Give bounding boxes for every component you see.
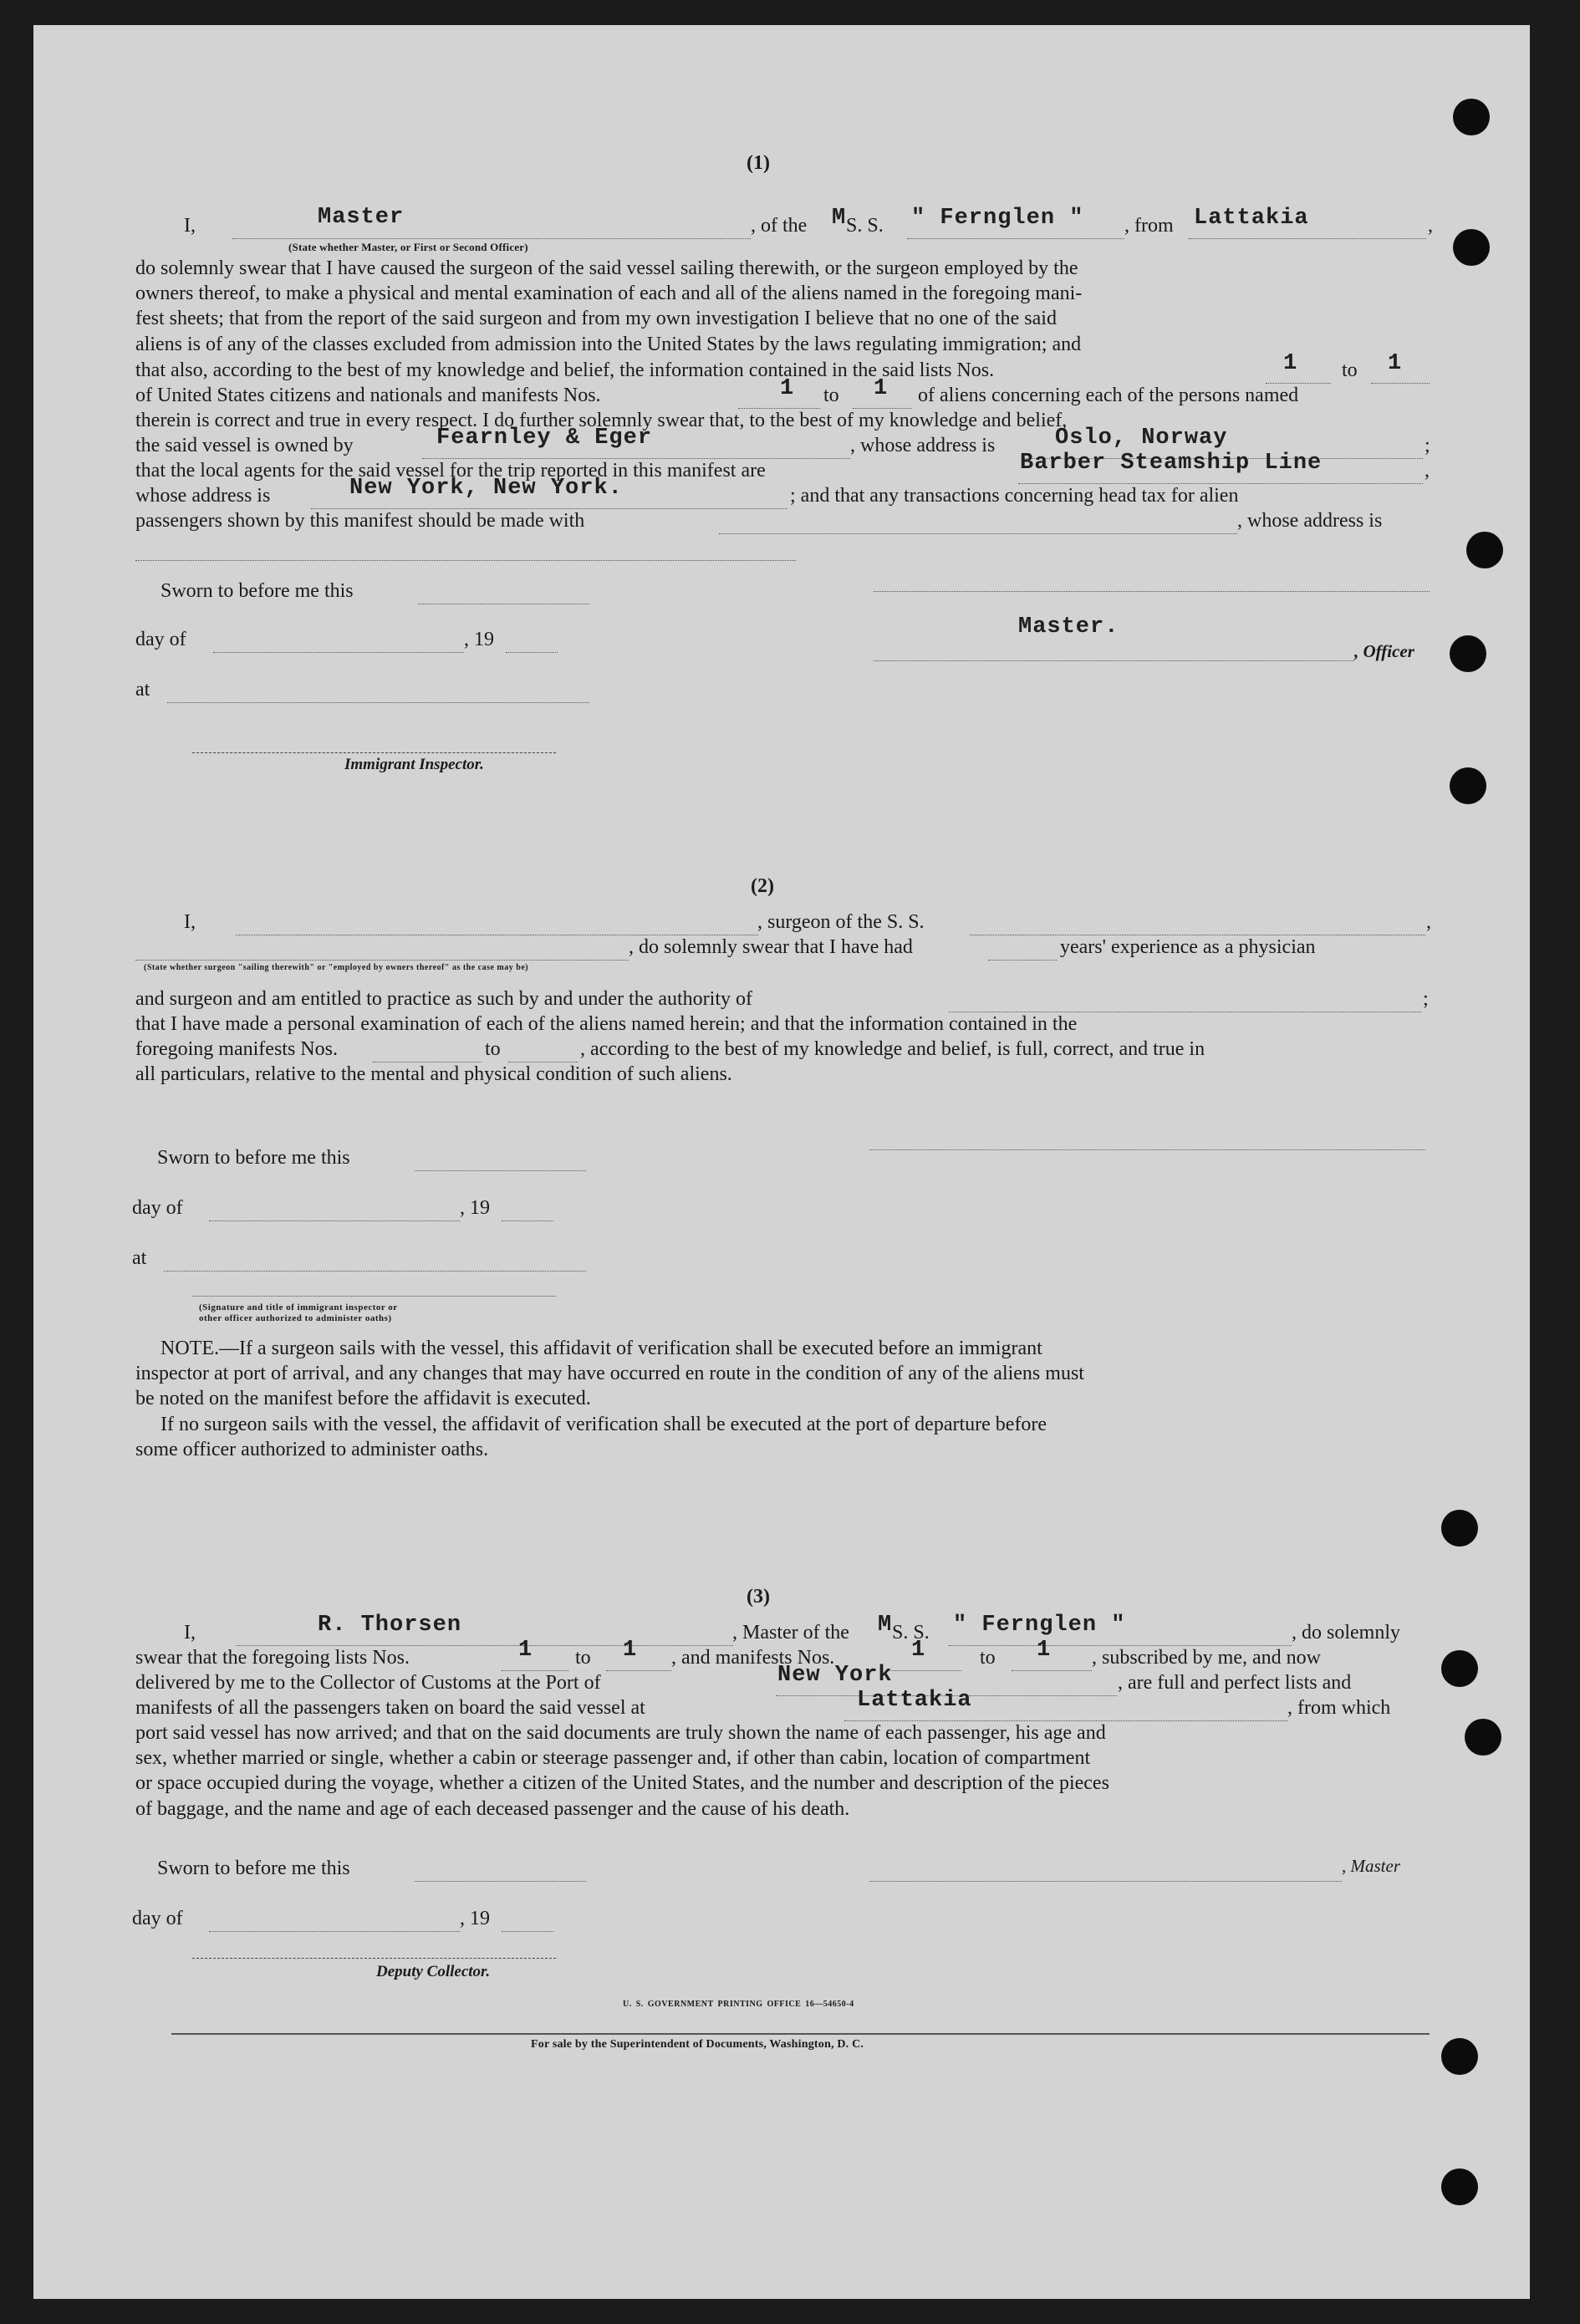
s1-agent-value: Barber Steamship Line [1020, 451, 1323, 476]
s1-list-to: 1 [1388, 351, 1403, 376]
s3-from-port-value: Lattakia [857, 1688, 972, 1713]
s1-list-from: 1 [1283, 351, 1298, 376]
section-2-number: (2) [751, 875, 774, 897]
s1-state-note: (State whether Master, or First or Second Officer) [288, 241, 528, 253]
s3-manifest-to: 1 [1037, 1638, 1052, 1663]
gpo-line: U. S. GOVERNMENT PRINTING OFFICE 16—54650-4 [623, 2000, 854, 2009]
s1-from: , from [1124, 215, 1174, 237]
s3-body: port said vessel has now arrived; and that on the said documents are truly shown the name of each passenger, his age and sex, whether married or single, whether a cabin or steerage passenger and, if other than cabin, location of compartment or space occupied during the voyage, whether a citizen of the United States, and the number and description of the pieces of baggage, and the name and age of each deceased passenger and the cause of his death. [135, 1722, 1109, 1820]
s1-owner-address-value: Oslo, Norway [1055, 426, 1228, 451]
s3-deputy-label: Deputy Collector. [376, 1963, 491, 1980]
binder-hole-icon [1441, 2169, 1478, 2205]
binder-hole-icon [1453, 99, 1490, 135]
s2-state-note: (State whether surgeon "sailing therewith" or "employed by owners thereof" as the case may be) [144, 963, 529, 972]
s3-list-from: 1 [518, 1638, 533, 1663]
binder-hole-icon [1441, 1510, 1478, 1547]
s1-port-value: Lattakia [1194, 206, 1309, 231]
s1-master-signature: Master. [1018, 614, 1119, 640]
section-3-number: (3) [747, 1586, 770, 1608]
s3-vessel-value: " Fernglen " [953, 1613, 1126, 1638]
s1-master-value: Master [318, 205, 405, 230]
s1-manifest-from: 1 [780, 376, 795, 401]
s1-of-the: , of the [751, 215, 808, 237]
s3-name-value: R. Thorsen [318, 1613, 462, 1638]
s1-ss: S. S. [846, 215, 884, 237]
s1-m: M [832, 206, 847, 231]
s3-manifest-from: 1 [911, 1638, 926, 1663]
binder-hole-icon [1466, 532, 1503, 568]
sale-line: For sale by the Superintendent of Documents, Washington, D. C. [531, 2038, 864, 2051]
s1-owner-value: Fearnley & Eger [436, 426, 653, 451]
binder-hole-icon [1450, 635, 1486, 672]
s3-port-value: New York [777, 1663, 893, 1688]
s2-note: NOTE.—If a surgeon sails with the vessel, this affidavit of verification shall be executed before an immigrant inspector at port of arrival, and any changes that may have occurred en route in the condition of any of the aliens must be noted on the manifest before the affidavit is executed. If no surgeon sails with the vessel, the affidavit of verification shall be executed at the port of departure before some officer authorized to administer oaths. [135, 1338, 1084, 1460]
s1-I: I, [184, 215, 196, 237]
s1-agent-address-value: New York, New York. [349, 476, 623, 501]
manifest-page: (1) I, Master (State whether Master, or First or Second Officer) , of the M S. S. " Fernglen " , from Lattakia , do solemnly swear that I have caused the surgeon of the said vessel sailing therewith, or the surgeon employed by the owners thereof, to make a physical and mental examination of each and all of the aliens named in the foregoing mani- fest sheets; that from the report of the said surgeon and from my own investigation I believe that no one of the said aliens is of any of the classes excluded from admission into the United States by the laws regulating immigration; and that also, according to the best of my knowledge and belief, the information contained in the said lists Nos. 1 to 1 of United States citizens and nationals and manifests Nos. 1 to 1 of aliens concerning each of the persons named therein is correct and true in every respect. I do further solemnly swear that, to the best of my knowledge and belief, the said vessel is owned by Fearnley & Eger , whose address is Oslo, Norway ; that the local agents for the said vessel for the trip reported in this manifest are Barber Steamship Line , whose address is New York, New York. ; and that any transactions concerning head tax for alien passengers shown by this manifest should be made with , whose address is Sworn to before me this day of , 19 at Immigrant Inspector. Master. , Officer (2) I, , surgeon of the S. S. , , do solemnly swear that I have had years' experience as a physician (State whether surgeon "sailing therewith" or "employed by owners thereof" as the case may be) and surgeon and am entitled to practice as such by and under the authority of ; that I have made a personal examination of each of the aliens named herein; and that the information contained in the foregoing manifests Nos. to , according to the best of my knowledge and belief, is full, correct, and true in all particulars, relative to the mental and physical condition of such aliens. Sworn to before me this day of , 19 at (Signature and title of immigrant inspector or other officer authorized to administer oaths) NOTE.—If a surgeon sails with the vessel, this affidavit of verification shall be executed before an immigrant inspector at port of arrival, and any changes that may have occurred en route in the condition of any of the aliens must be noted on the manifest before the affidavit is executed. If no surgeon sails with the vessel, the affidavit of verification shall be executed at the port of departure before some officer authorized to administer oaths. (3) I, R. Thorsen , Master of the M S. S. " Fernglen " , do solemnly swear that the foregoing lists Nos. 1 to 1 , and manifests Nos. 1 to 1 , subscribed by me, and now delivered by me to the Collector of Customs at the Port of New York , are full and perfect lists and manifests of all the passengers taken on board the said vessel at Lattakia , from which port said vessel has now arrived; and that on the said documents are truly shown the name of each passenger, his age and sex, whether married or single, whether a cabin or steerage passenger and, if other than cabin, location of compartment or space occupied during the voyage, whether a citizen of the United States, and the number and description of the pieces of baggage, and the name and age of each deceased passenger and the cause of his death. Sworn to before me this , Master day of , 19 Deputy Collector. U. S. GOVERNMENT PRINTING OFFICE 16—54650-4 For sale by the Superintendent of Documents, Washington, D. C. [33, 25, 1530, 2299]
s1-officer-label: , Officer [1354, 641, 1414, 661]
s1-sworn-label: Sworn to before me this [161, 580, 354, 602]
binder-hole-icon [1441, 2038, 1478, 2075]
s1-vessel-value: " Fernglen " [911, 206, 1084, 231]
s1-body: do solemnly swear that I have caused the surgeon of the said vessel sailing therewith, or the surgeon employed by the owners thereof, to make a physical and mental examination of each and all of the aliens named in the foregoing mani- fest sheets; that from the report of the said surgeon and from my own investigation I believe that no one of the said aliens is of any of the classes excluded from admission into the United States by the laws regulating immigration; and [135, 257, 1083, 355]
binder-hole-icon [1453, 229, 1490, 266]
binder-hole-icon [1450, 767, 1486, 804]
binder-hole-icon [1441, 1650, 1478, 1687]
s1-manifest-to: 1 [874, 376, 889, 401]
s1-inspector-label: Immigrant Inspector. [344, 756, 484, 773]
section-1-number: (1) [747, 152, 770, 174]
s3-list-to: 1 [623, 1638, 638, 1663]
binder-hole-icon [1465, 1719, 1501, 1756]
